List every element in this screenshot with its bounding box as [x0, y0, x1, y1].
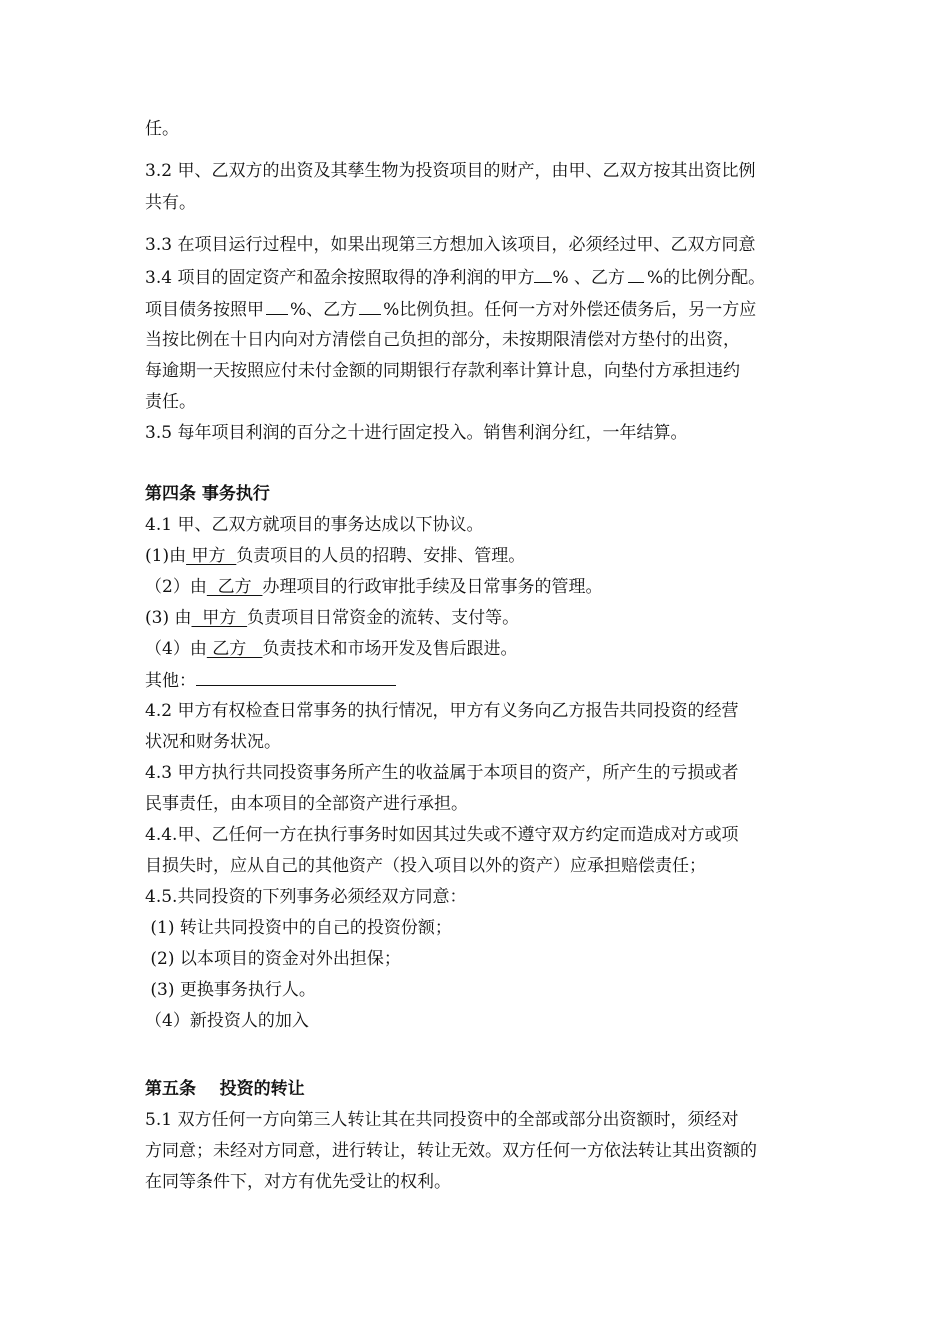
paragraph-line: 当按比例在十日内向对方清偿自己负担的部分，未按期限清偿对方垫付的出资， [145, 330, 740, 350]
paragraph-line [145, 298, 756, 321]
text-span: % 、乙方 [552, 268, 626, 288]
paragraph-line: 民事责任，由本项目的全部资产进行承担。 [145, 794, 468, 814]
text-span: %比例负担。任何一方对外偿还债务后，另一方应 [383, 300, 757, 320]
fill-blank [359, 298, 381, 315]
clause-4-1: 4.1 甲、乙双方就项目的事务达成以下协议。 [145, 515, 484, 535]
clause-4-4: 4.4.甲、乙任何一方在执行事务时如因其过失或不遵守双方约定而造成对方或项 [145, 825, 739, 845]
clause-5-1: 5.1 双方任何一方向第三人转让其在共同投资中的全部或部分出资额时，须经对 [145, 1110, 739, 1130]
list-item [145, 545, 525, 567]
text-span: 办理项目的行政审批手续及日常事务的管理。 [262, 577, 603, 597]
paragraph-line: 目损失时，应从自己的其他资产（投入项目以外的资产）应承担赔偿责任； [145, 856, 706, 876]
paragraph-line: 责任。 [145, 392, 196, 412]
clause-4-3: 4.3 甲方执行共同投资事务所产生的收益属于本项目的资产，所产生的亏损或者 [145, 763, 739, 783]
list-item: (2) 以本项目的资金对外出担保； [145, 949, 401, 969]
fill-blank [196, 669, 396, 686]
text-span: 项目债务按照甲 [145, 300, 264, 320]
clause-3-5: 3.5 每年项目利润的百分之十进行固定投入。销售利润分红，一年结算。 [145, 423, 688, 443]
text-span: （2）由 [145, 577, 207, 597]
underlined-party: 乙方 [206, 639, 263, 659]
clause-4-5: 4.5.共同投资的下列事务必须经双方同意： [145, 887, 467, 907]
article-5-heading: 第五条 投资的转让 [145, 1079, 305, 1099]
text-span: 3.4 项目的固定资产和盈余按照取得的净利润的甲方 [145, 268, 535, 288]
paragraph-line: 每逾期一天按照应付未付金额的同期银行存款利率计算计息，向垫付方承担违约 [145, 361, 740, 381]
text-span: 负责项目的人员的招聘、安排、管理。 [236, 546, 526, 566]
text-span: 其他： [145, 671, 196, 691]
other-line [145, 669, 396, 692]
list-item [145, 638, 517, 660]
list-item: (3) 更换事务执行人。 [145, 980, 316, 1000]
clause-3-3: 3.3 在项目运行过程中，如果出现第三方想加入该项目，必须经过甲、乙双方同意 [145, 235, 756, 255]
fill-blank [266, 298, 288, 315]
clause-3-4 [145, 266, 765, 289]
clause-4-2: 4.2 甲方有权检查日常事务的执行情况，甲方有义务向乙方报告共同投资的经营 [145, 701, 739, 721]
list-item: （4）新投资人的加入 [145, 1011, 309, 1031]
text-span: %的比例分配。 [647, 268, 766, 288]
article-4-heading: 第四条 事务执行 [145, 484, 270, 504]
paragraph-line: 任。 [145, 119, 179, 139]
underlined-party: 甲方 [191, 608, 248, 628]
paragraph-line: 在同等条件下，对方有优先受让的权利。 [145, 1172, 451, 1192]
paragraph-line: 共有。 [145, 193, 196, 213]
fill-blank [628, 266, 644, 283]
underlined-party: 乙方 [206, 577, 263, 597]
text-span: (3) 由 [145, 608, 192, 628]
underlined-party: 甲方 [186, 546, 237, 566]
text-span: 负责项目日常资金的流转、支付等。 [247, 608, 520, 628]
clause-3-2: 3.2 甲、乙双方的出资及其孳生物为投资项目的财产，由甲、乙双方按其出资比例 [145, 161, 756, 181]
list-item: (1) 转让共同投资中的自己的投资份额； [145, 918, 452, 938]
list-item [145, 607, 519, 629]
text-span: %、乙方 [290, 300, 358, 320]
paragraph-line: 方同意；未经对方同意，进行转让，转让无效。双方任何一方依法转让其出资额的 [145, 1141, 757, 1161]
text-span: (1)由 [145, 546, 187, 566]
list-item [145, 576, 602, 598]
text-span: 负责技术和市场开发及售后跟进。 [262, 639, 518, 659]
paragraph-line: 状况和财务状况。 [145, 732, 281, 752]
text-span: （4）由 [145, 639, 207, 659]
fill-blank [534, 266, 552, 283]
